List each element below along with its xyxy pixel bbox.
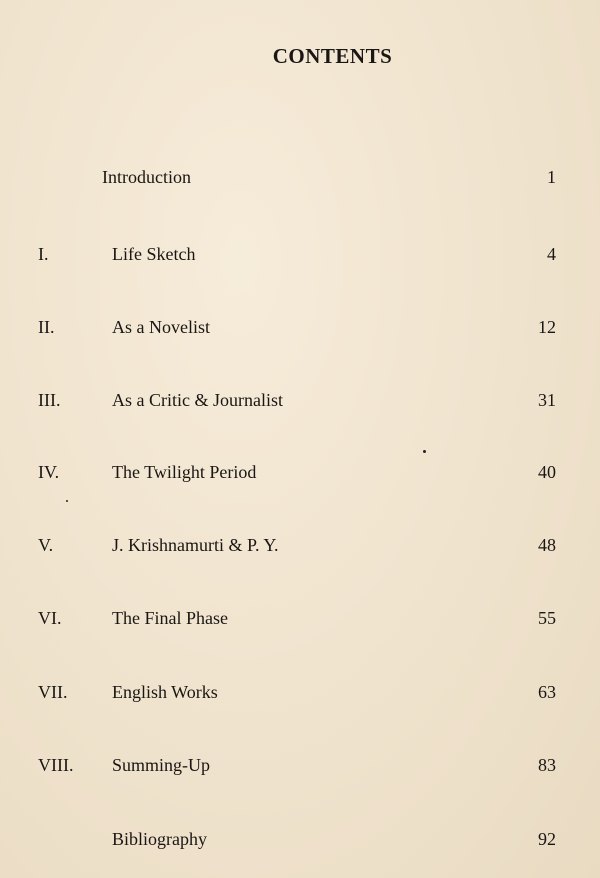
- toc-entry-number: VIII.: [38, 755, 74, 775]
- toc-entry-page: 40: [538, 462, 556, 482]
- toc-entry-bibliography: [0, 826, 600, 852]
- toc-entry-summing-up: [0, 752, 600, 778]
- toc-entry-page: 48: [538, 535, 556, 555]
- ink-speck: [66, 500, 68, 502]
- toc-entry-label: The Twilight Period: [112, 462, 257, 482]
- page-title: CONTENTS: [272, 44, 393, 68]
- toc-entry-label: The Final Phase: [112, 608, 228, 628]
- toc-entry-number: VI.: [38, 608, 62, 628]
- toc-entry-page: 31: [538, 390, 556, 410]
- toc-entry-english-works: [0, 679, 600, 705]
- toc-entry-number: IV.: [38, 462, 60, 482]
- toc-entry-page: 92: [538, 829, 556, 849]
- toc-entry-label: As a Critic & Journalist: [112, 390, 283, 410]
- toc-entry-number: V.: [38, 535, 54, 555]
- toc-entry-number: I.: [38, 244, 49, 264]
- toc-entry-page: 12: [538, 317, 556, 337]
- toc-entry-label: Bibliography: [112, 829, 207, 849]
- toc-entry-as-a-novelist: [0, 314, 600, 340]
- toc-entry-number: VII.: [38, 682, 68, 702]
- toc-entry-label: J. Krishnamurti & P. Y.: [112, 535, 279, 555]
- toc-entry-page: 4: [547, 244, 556, 264]
- toc-entry-page: 83: [538, 755, 556, 775]
- toc-entry-life-sketch: [0, 241, 600, 267]
- toc-entry-label: As a Novelist: [112, 317, 210, 337]
- toc-entry-label: Life Sketch: [112, 244, 196, 264]
- toc-entry-number: III.: [38, 390, 61, 410]
- toc-entry-number: II.: [38, 317, 55, 337]
- ink-speck: [423, 450, 426, 453]
- toc-entry-page: 1: [547, 167, 556, 187]
- toc-entry-critic-journalist: [0, 387, 600, 413]
- toc-entry-label: Introduction: [102, 167, 191, 187]
- toc-entry-page: 63: [538, 682, 556, 702]
- toc-entry-introduction: [0, 164, 600, 190]
- toc-entry-label: English Works: [112, 682, 218, 702]
- toc-entry-label: Summing-Up: [112, 755, 211, 775]
- toc-entry-final-phase: [0, 605, 600, 631]
- toc-entry-page: 55: [538, 608, 556, 628]
- toc-entry-krishnamurti: [0, 532, 600, 558]
- toc-entry-twilight-period: [0, 459, 600, 485]
